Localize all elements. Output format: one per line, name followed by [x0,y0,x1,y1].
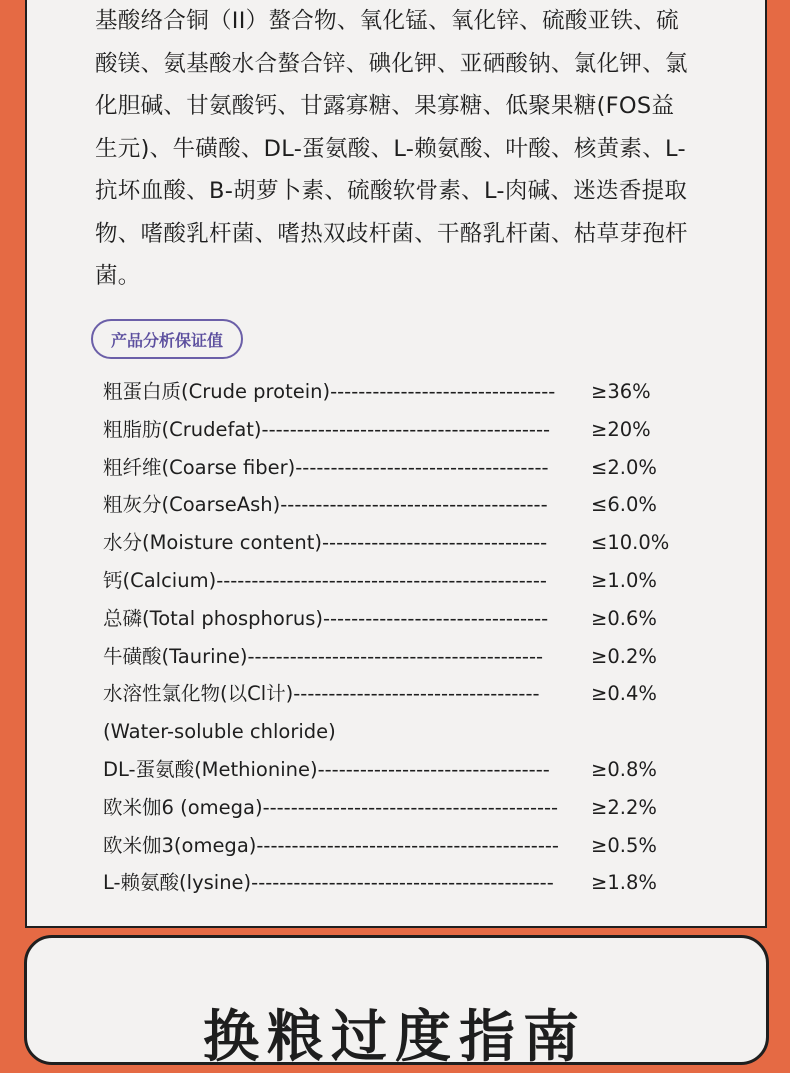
analysis-row [103,524,693,562]
analysis-value: ≥1.0% [591,568,657,592]
analysis-value: ≥1.8% [591,871,657,895]
analysis-row [103,675,693,713]
analysis-value: ≥0.4% [591,682,657,706]
analysis-label: 水分(Moisture content)-------------------------------- [103,531,548,555]
analysis-value: ≥0.6% [591,606,657,630]
analysis-label: DL-蛋氨酸(Methionine)--------------------------------- [103,757,550,781]
analysis-row [103,751,693,789]
analysis-row [103,373,693,411]
analysis-label: 牛磺酸(Taurine)------------------------------------------ [103,644,544,668]
analysis-row [103,562,693,600]
ingredients-line: 酸镁、氨基酸水合螯合锌、碘化钾、亚硒酸钠、氯化钾、氯 [95,50,688,77]
analysis-label: 水溶性氯化物(以Cl计)----------------------------------- [103,682,540,706]
ingredients-line: 抗坏血酸、B-胡萝卜素、硫酸软骨素、L-肉碱、迷迭香提取 [95,178,688,204]
analysis-label: 总磷(Total phosphorus)-------------------------------- [103,606,549,630]
analysis-value: ≤2.0% [591,455,657,479]
ingredients-line: 生元)、牛磺酸、DL-蛋氨酸、L-赖氨酸、叶酸、核黄素、L- [95,135,686,162]
guaranteed-analysis-list [103,373,693,902]
analysis-row [103,638,693,676]
analysis-value: ≥0.2% [591,644,657,668]
ingredients-line: 物、嗜酸乳杆菌、嗜热双歧杆菌、干酪乳杆菌、枯草芽孢杆 [95,220,688,247]
analysis-row [103,789,693,827]
analysis-value: ≥0.8% [591,757,657,781]
analysis-row [103,864,693,902]
ingredients-line: 化胆碱、甘氨酸钙、甘露寡糖、果寡糖、低聚果糖(FOS益 [95,93,675,119]
analysis-row [103,600,693,638]
analysis-label: 粗纤维(Coarse fiber)------------------------------------ [103,455,549,479]
analysis-row [103,713,693,751]
analysis-label: 欧米伽6 (omega)------------------------------------------ [103,795,559,819]
analysis-value: ≥0.5% [591,833,657,857]
analysis-row [103,411,693,449]
analysis-label: 粗蛋白质(Crude protein)-------------------------------- [103,380,556,403]
analysis-label: 钙(Calcium)----------------------------------------------- [103,568,547,592]
ingredients-text [95,0,720,298]
analysis-label: 欧米伽3(omega)------------------------------------------- [103,833,559,857]
analysis-value: ≥2.2% [591,795,657,819]
ingredients-line: 菌。 [95,263,141,289]
analysis-row [103,486,693,524]
analysis-value: ≥36% [591,380,651,403]
analysis-label: 粗灰分(CoarseAsh)-------------------------------------- [103,493,548,517]
feeding-guide-title: 换粮过度指南 [203,1005,587,1070]
analysis-label: 粗脂肪(Crudefat)----------------------------------------- [103,417,551,441]
guaranteed-analysis-badge: 产品分析保证值 [91,319,243,359]
analysis-label: (Water-soluble chloride) [103,720,336,744]
analysis-label: L-赖氨酸(lysine)------------------------------------------- [103,871,554,895]
analysis-value: ≤6.0% [591,493,657,517]
analysis-row [103,827,693,865]
analysis-value: ≤10.0% [591,531,670,555]
analysis-value: ≥20% [591,417,651,441]
ingredients-line: 基酸络合铜（II）螯合物、氧化锰、氧化锌、硫酸亚铁、硫 [95,8,679,34]
analysis-row [103,449,693,487]
